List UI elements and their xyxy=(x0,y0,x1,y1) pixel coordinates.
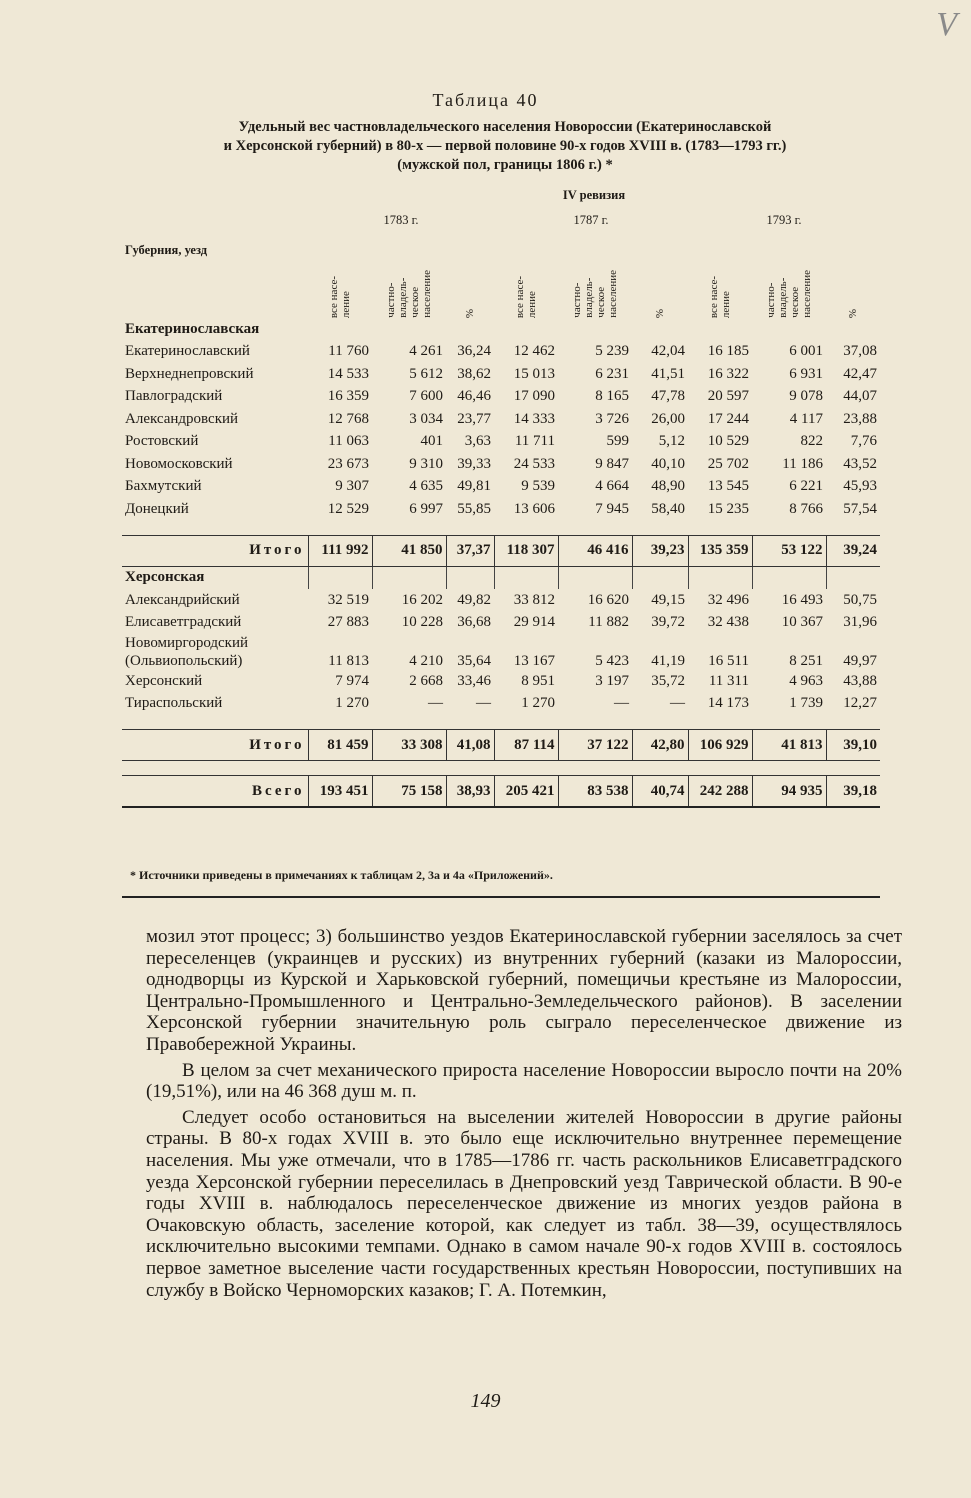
table-cell: 10 529 xyxy=(707,433,749,450)
row-name: Елисаветградский xyxy=(125,614,242,631)
table-cell: 13 167 xyxy=(513,653,555,669)
table-row xyxy=(122,386,880,409)
column-header-sub-label: частно- владель- ческое население xyxy=(571,270,619,318)
table-cell: 111 992 xyxy=(308,535,372,566)
row-name-line: Новомиргородский xyxy=(125,635,249,651)
body-text xyxy=(146,926,902,1301)
table-cell: 47,78 xyxy=(651,388,685,405)
table-row xyxy=(122,612,880,635)
table-cell: 12 529 xyxy=(327,500,369,517)
table-cell: 29 914 xyxy=(513,614,555,631)
table-cell: 33 812 xyxy=(513,591,555,608)
table-cell: 83 538 xyxy=(558,776,632,808)
table-cell: 16 322 xyxy=(707,365,749,382)
table-cell: 55,85 xyxy=(457,500,491,517)
table-cell: 17 090 xyxy=(513,388,555,405)
table-row xyxy=(122,634,880,670)
row-name: Екатеринославский xyxy=(125,343,250,360)
table-cell: 36,24 xyxy=(457,343,491,360)
column-header-gubernia: Губерния, уезд xyxy=(125,242,208,257)
table-cell: 44,07 xyxy=(843,388,878,405)
table-cell: 35,72 xyxy=(651,672,685,689)
table-row xyxy=(122,431,880,454)
table-cell: 4 635 xyxy=(409,478,443,495)
table-row xyxy=(122,498,880,521)
table-cell: 94 935 xyxy=(752,776,826,808)
row-name: Донецкий xyxy=(125,500,189,517)
table-cell: 3 197 xyxy=(595,672,629,689)
table-cell: 14 533 xyxy=(327,365,369,382)
table-cell: 39,18 xyxy=(826,776,880,808)
table-cell: 24 533 xyxy=(513,455,555,472)
table-cell: 41 813 xyxy=(752,730,826,761)
column-header-sub xyxy=(494,232,558,318)
table-cell: 13 606 xyxy=(513,500,555,517)
table-cell: 32 438 xyxy=(707,614,749,631)
table-cell: 8 766 xyxy=(789,500,823,517)
row-name: Херсонский xyxy=(125,672,203,689)
total-label: Итого xyxy=(122,535,308,566)
column-header-revision: IV ревизия xyxy=(562,187,626,202)
table-row xyxy=(122,589,880,612)
table-cell: 1 270 xyxy=(335,695,369,712)
table-cell: 38,62 xyxy=(457,365,491,382)
table-title-line: и Херсонской губерний) в 80-х — первой половине 90-х годов XVIII в. (1783—1793 гг.) xyxy=(223,138,787,154)
table-cell: 15 013 xyxy=(513,365,555,382)
row-name xyxy=(122,634,308,670)
column-header-sub-label: % xyxy=(464,308,476,318)
table-cell: 87 114 xyxy=(494,730,558,761)
table-cell: 31,96 xyxy=(843,614,878,631)
table-cell: 4 261 xyxy=(409,343,443,360)
table-cell: 6 001 xyxy=(789,343,823,360)
table-cell: 11 760 xyxy=(328,343,369,360)
table-cell: 26,00 xyxy=(651,410,685,427)
table-cell: 12 768 xyxy=(327,410,369,427)
table-cell: 33 308 xyxy=(372,730,446,761)
table-cell: 6 231 xyxy=(595,365,629,382)
table-cell: 9 078 xyxy=(789,388,823,405)
table-cell: 7,76 xyxy=(850,433,878,450)
table-cell: 38,93 xyxy=(446,776,494,808)
table-cell: 1 270 xyxy=(521,695,555,712)
table-cell: 242 288 xyxy=(688,776,752,808)
row-name: Новомосковский xyxy=(125,455,233,472)
table-cell: 41,51 xyxy=(651,365,685,382)
table-cell: 4 117 xyxy=(789,410,823,427)
column-header-sub-label: % xyxy=(847,308,860,318)
table-caption: Таблица 40 xyxy=(432,90,539,110)
column-header-sub xyxy=(308,232,372,318)
table-cell: 2 668 xyxy=(409,672,443,689)
row-name: Александровский xyxy=(125,410,239,427)
table-cell: 58,40 xyxy=(651,500,685,517)
column-header-sub-label: все насе- ление xyxy=(708,275,732,318)
column-header-sub xyxy=(372,232,446,318)
row-name: Александрийский xyxy=(125,591,240,608)
table-cell: 11 711 xyxy=(514,433,555,450)
table-cell: 37 122 xyxy=(558,730,632,761)
table-cell: 10 367 xyxy=(781,614,823,631)
table-cell: 7 974 xyxy=(335,672,369,689)
table-cell: 48,90 xyxy=(651,478,685,495)
table-cell: 7 945 xyxy=(595,500,629,517)
grand-total-label: Всего xyxy=(122,776,308,808)
table-cell: 4 963 xyxy=(789,672,823,689)
grand-total-row xyxy=(122,776,880,808)
table-cell: 25 702 xyxy=(707,455,749,472)
table-cell: 12,27 xyxy=(843,695,878,712)
table-cell: 23,88 xyxy=(843,410,878,427)
table-cell: 40,10 xyxy=(651,455,685,472)
table-cell: 6 931 xyxy=(789,365,823,382)
table-cell: 42,80 xyxy=(632,730,688,761)
table-cell: 42,04 xyxy=(651,343,685,360)
table-cell: 8 165 xyxy=(595,388,629,405)
total-label: Итого xyxy=(122,730,308,761)
table-cell: 5 239 xyxy=(595,343,629,360)
table-cell: 49,97 xyxy=(843,653,878,669)
table-cell: 4 210 xyxy=(409,653,443,669)
total-row xyxy=(122,730,880,761)
column-header-sub xyxy=(632,232,688,318)
table-cell: 16 493 xyxy=(781,591,823,608)
table-cell: 23 673 xyxy=(327,455,369,472)
table-cell: 8 251 xyxy=(789,653,823,669)
table-cell: 53 122 xyxy=(752,535,826,566)
table-cell: 45,93 xyxy=(843,478,878,495)
table-cell: 49,81 xyxy=(457,478,491,495)
paragraph: Следует особо остановиться на выселении жителей Новороссии в другие районы страны. В 80-х годах XVIII в. это было еще исключительно внутреннее перемещение населения. Мы уже отмечали, что в 1785—1786 гг. часть раскольников Елисаветградского уезда Херсонской губернии переселилась в Днепровский уезд Таврической области. В 90-е годы XVIII в. наблюдалось переселенческое движение из многих уездов района в Очаковскую область, заселение которой, как следует из табл. 38—39, осуществлялось исключительно высокими темпами. Однако в самом начале 90-х годов XVIII в. состоялось первое заметное выселение части государственных крестьян Новороссии, поступивших на службу в Войско Черноморских казаков; Г. А. Потемкин, xyxy=(146,1106,902,1301)
table-cell: 37,37 xyxy=(446,535,494,566)
table-cell: 49,82 xyxy=(457,591,491,608)
paragraph: мозил этот процесс; 3) большинство уездов Екатеринославской губернии заселялось за счет переселенцев (украинцев и русских) из внутренних губерний (казаки из Малороссии, однодворцы из Курской и Харьковской губерний, помещичьи крестьяне из Малороссии, Центрально-Промышленного и Центрально-Земледельческого районов). В заселении Херсонской губернии значительную роль сыграло переселенческое движение из Правобережной Украины. xyxy=(146,926,902,1055)
table-title-line: (мужской пол, границы 1806 г.) * xyxy=(397,157,613,173)
column-header-year: 1793 г. xyxy=(766,212,802,227)
table-row xyxy=(122,693,880,716)
table-row xyxy=(122,341,880,364)
table-cell: 3 726 xyxy=(595,410,629,427)
table-cell: 822 xyxy=(800,433,823,450)
table-cell: 6 221 xyxy=(789,478,823,495)
handwritten-check-mark: V xyxy=(936,6,957,43)
table-cell: 11 063 xyxy=(328,433,369,450)
table-cell: 4 664 xyxy=(595,478,629,495)
table-cell: 39,23 xyxy=(632,535,688,566)
column-header-sub-label: % xyxy=(654,308,666,318)
table-cell: 7 600 xyxy=(409,388,443,405)
table-cell: — xyxy=(614,695,629,712)
population-table xyxy=(122,182,880,808)
table-cell: 1 739 xyxy=(789,695,823,712)
table-cell: 3,63 xyxy=(464,433,491,450)
table-cell: 32 519 xyxy=(327,591,369,608)
table-cell: 14 173 xyxy=(707,695,749,712)
table-cell: 49,15 xyxy=(651,591,685,608)
table-cell: 17 244 xyxy=(707,410,749,427)
table-cell: 32 496 xyxy=(707,591,749,608)
section-title: Екатеринославская xyxy=(125,320,260,337)
table-cell: 40,74 xyxy=(632,776,688,808)
column-header-sub xyxy=(446,232,494,318)
row-name: Верхнеднепровский xyxy=(125,365,254,382)
table-cell: 3 034 xyxy=(409,410,443,427)
table-cell: 39,33 xyxy=(457,455,491,472)
table-cell: 42,47 xyxy=(843,365,878,382)
table-cell: 43,88 xyxy=(843,672,878,689)
table-cell: 41 850 xyxy=(372,535,446,566)
table-cell: 135 359 xyxy=(688,535,752,566)
table-row xyxy=(122,453,880,476)
table-cell: 11 186 xyxy=(782,455,823,472)
table-cell: 9 310 xyxy=(409,455,443,472)
table-cell: 106 929 xyxy=(688,730,752,761)
table-cell: 57,54 xyxy=(843,500,878,517)
column-header-sub-label: все насе- ление xyxy=(514,275,538,318)
table-cell: 5 423 xyxy=(595,653,629,669)
table-cell: — xyxy=(670,695,685,712)
table-cell: 33,46 xyxy=(457,672,491,689)
table-cell: 9 847 xyxy=(595,455,629,472)
section-title: Херсонская xyxy=(125,569,205,586)
table-cell: 13 545 xyxy=(707,478,749,495)
table-row xyxy=(122,670,880,693)
table-cell: — xyxy=(428,695,443,712)
table-title xyxy=(110,118,900,175)
table-cell: 16 202 xyxy=(401,591,443,608)
table-cell: 11 813 xyxy=(328,653,369,669)
table-cell: 11 882 xyxy=(588,614,629,631)
paragraph: В целом за счет механического прироста население Новороссии выросло почти на 20% (19,51%), или на 46 368 душ м. п. xyxy=(146,1059,902,1103)
column-header-sub xyxy=(752,232,826,318)
table-cell: 43,52 xyxy=(843,455,878,472)
table-row xyxy=(122,408,880,431)
table-cell: 14 333 xyxy=(513,410,555,427)
table-cell: 41,19 xyxy=(651,653,685,669)
table-cell: 6 997 xyxy=(409,500,443,517)
row-name: Тираспольский xyxy=(125,695,223,712)
table-cell: 205 421 xyxy=(494,776,558,808)
row-name-line: (Ольвиопольский) xyxy=(125,653,243,669)
column-header-sub-label: частно- владель- ческое население xyxy=(385,270,433,318)
table-cell: 599 xyxy=(606,433,629,450)
column-header-sub xyxy=(558,232,632,318)
column-header-sub xyxy=(826,232,880,318)
table-cell: 35,64 xyxy=(457,653,491,669)
table-cell: 12 462 xyxy=(513,343,555,360)
table-cell: 23,77 xyxy=(457,410,491,427)
divider xyxy=(122,896,880,898)
table-cell: 37,08 xyxy=(843,343,878,360)
table-cell: 10 228 xyxy=(401,614,443,631)
table-cell: 5 612 xyxy=(409,365,443,382)
table-cell: 46 416 xyxy=(558,535,632,566)
table-cell: — xyxy=(476,695,491,712)
table-title-line: Удельный вес частновладельческого населения Новороссии (Екатеринославской xyxy=(238,119,772,135)
table-cell: 8 951 xyxy=(521,672,555,689)
table-cell: 50,75 xyxy=(843,591,878,608)
table-cell: 118 307 xyxy=(494,535,558,566)
column-header-sub-label: все насе- ление xyxy=(328,275,352,318)
table-cell: 39,10 xyxy=(826,730,880,761)
row-name: Бахмутский xyxy=(125,478,202,495)
column-header-sub xyxy=(688,232,752,318)
row-name: Ростовский xyxy=(125,433,199,450)
column-header-sub-label: частно- владель- ческое население xyxy=(765,270,813,318)
table-row xyxy=(122,476,880,499)
table-cell: 16 620 xyxy=(587,591,629,608)
row-name: Павлоградский xyxy=(125,388,223,405)
table-cell: 9 539 xyxy=(521,478,555,495)
table-cell: 11 311 xyxy=(708,672,749,689)
table-cell: 39,24 xyxy=(826,535,880,566)
column-header-year: 1787 г. xyxy=(573,212,609,227)
table-cell: 41,08 xyxy=(446,730,494,761)
table-cell: 81 459 xyxy=(308,730,372,761)
table-cell: 193 451 xyxy=(308,776,372,808)
table-cell: 36,68 xyxy=(457,614,491,631)
table-footnote: * Источники приведены в примечаниях к таблицам 2, 3а и 4а «Приложений». xyxy=(130,868,553,882)
table-cell: 27 883 xyxy=(327,614,369,631)
table-cell: 39,72 xyxy=(651,614,685,631)
table-cell: 46,46 xyxy=(457,388,491,405)
table-cell: 75 158 xyxy=(372,776,446,808)
table-cell: 16 185 xyxy=(707,343,749,360)
table-cell: 5,12 xyxy=(658,433,685,450)
total-row xyxy=(122,535,880,566)
table-cell: 401 xyxy=(420,433,443,450)
page-number: 149 xyxy=(470,1390,501,1412)
table-cell: 20 597 xyxy=(707,388,749,405)
column-header-year: 1783 г. xyxy=(383,212,419,227)
table-row xyxy=(122,363,880,386)
table-cell: 9 307 xyxy=(335,478,369,495)
table-cell: 15 235 xyxy=(707,500,749,517)
table-cell: 16 511 xyxy=(708,653,749,669)
table-cell: 16 359 xyxy=(327,388,369,405)
